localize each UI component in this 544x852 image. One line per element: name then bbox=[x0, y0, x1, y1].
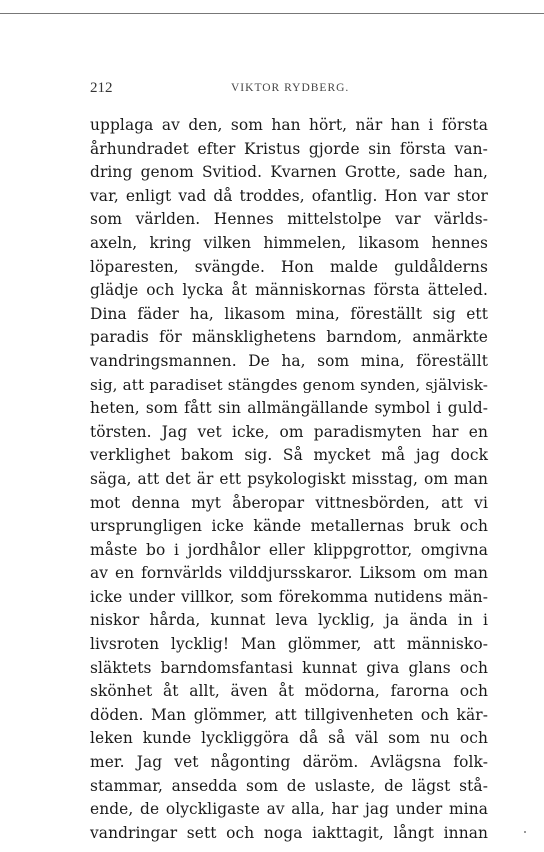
text-line: var, enligt vad då troddes, ofantlig. Hon var stor bbox=[90, 186, 488, 205]
text-line: vandringar sett och noga iakttagit, långt innan bbox=[90, 823, 488, 842]
text-line: heten, som fått sin allmängällande symbol i guld- bbox=[90, 399, 488, 418]
text-line: axeln, kring vilken himmelen, likasom hennes bbox=[90, 233, 488, 252]
scan-speck bbox=[524, 831, 526, 833]
text-line: livsroten lycklig! Man glömmer, att människo- bbox=[90, 635, 488, 654]
text-line: löparesten, svängde. Hon malde guldålderns bbox=[90, 257, 488, 276]
text-line: sig, att paradiset stängdes genom synden, självisk- bbox=[90, 375, 488, 394]
page-number: 212 bbox=[90, 80, 113, 96]
text-line: icke under villkor, som förekomma nutidens män- bbox=[90, 587, 488, 606]
text-line: paradis för mänsklighetens barndom, anmärkte bbox=[90, 328, 488, 347]
text-line: skönhet åt allt, även åt mödorna, farorna och bbox=[90, 682, 488, 701]
text-line: glädje och lycka åt människornas första ätteled. bbox=[90, 281, 488, 300]
text-line: säga, att det är ett psykologiskt misstag, om man bbox=[90, 469, 488, 488]
text-line: verklighet bakom sig. Så mycket må jag dock bbox=[90, 446, 488, 465]
text-line: som världen. Hennes mittelstolpe var världs- bbox=[90, 210, 488, 229]
text-line: niskor hårda, kunnat leva lycklig, ja ända in i bbox=[90, 611, 488, 630]
text-line: århundradet efter Kristus gjorde sin första van- bbox=[90, 139, 488, 158]
text-line: törsten. Jag vet icke, om paradismyten har en bbox=[90, 422, 488, 441]
text-line: stammar, ansedda som de uslaste, de lägst stå- bbox=[90, 776, 488, 795]
text-line: mer. Jag vet någonting däröm. Avlägsna folk- bbox=[90, 753, 488, 772]
text-line: leken kunde lyckliggöra då så väl som nu och bbox=[90, 729, 488, 748]
text-line: vandringsmannen. De ha, som mina, föreställt bbox=[90, 351, 488, 370]
text-line: Dina fäder ha, likasom mina, föreställt sig ett bbox=[90, 304, 488, 323]
text-line: ursprungligen icke kände metallernas bruk och bbox=[90, 517, 488, 536]
text-line: släktets barndomsfantasi kunnat giva glans och bbox=[90, 658, 488, 677]
text-line: dring genom Svitiod. Kvarnen Grotte, sade han, bbox=[90, 163, 488, 182]
page-header bbox=[90, 80, 490, 102]
text-line: döden. Man glömmer, att tillgivenheten och kär- bbox=[90, 705, 488, 724]
top-rule bbox=[0, 13, 544, 14]
text-line: mot denna myt åberopar vittnesbörden, att vi bbox=[90, 493, 488, 512]
text-line: upplaga av den, som han hört, när han i första bbox=[90, 116, 488, 134]
text-line: måste bo i jordhålor eller klippgrottor, omgivna bbox=[90, 540, 488, 559]
text-line: ende, de olyckligaste av alla, har jag under mina bbox=[90, 800, 488, 819]
body-text bbox=[90, 114, 488, 845]
text-line: av en fornvärlds vilddjursskaror. Liksom om man bbox=[90, 564, 488, 583]
running-head: VIKTOR RYDBERG. bbox=[231, 82, 350, 94]
